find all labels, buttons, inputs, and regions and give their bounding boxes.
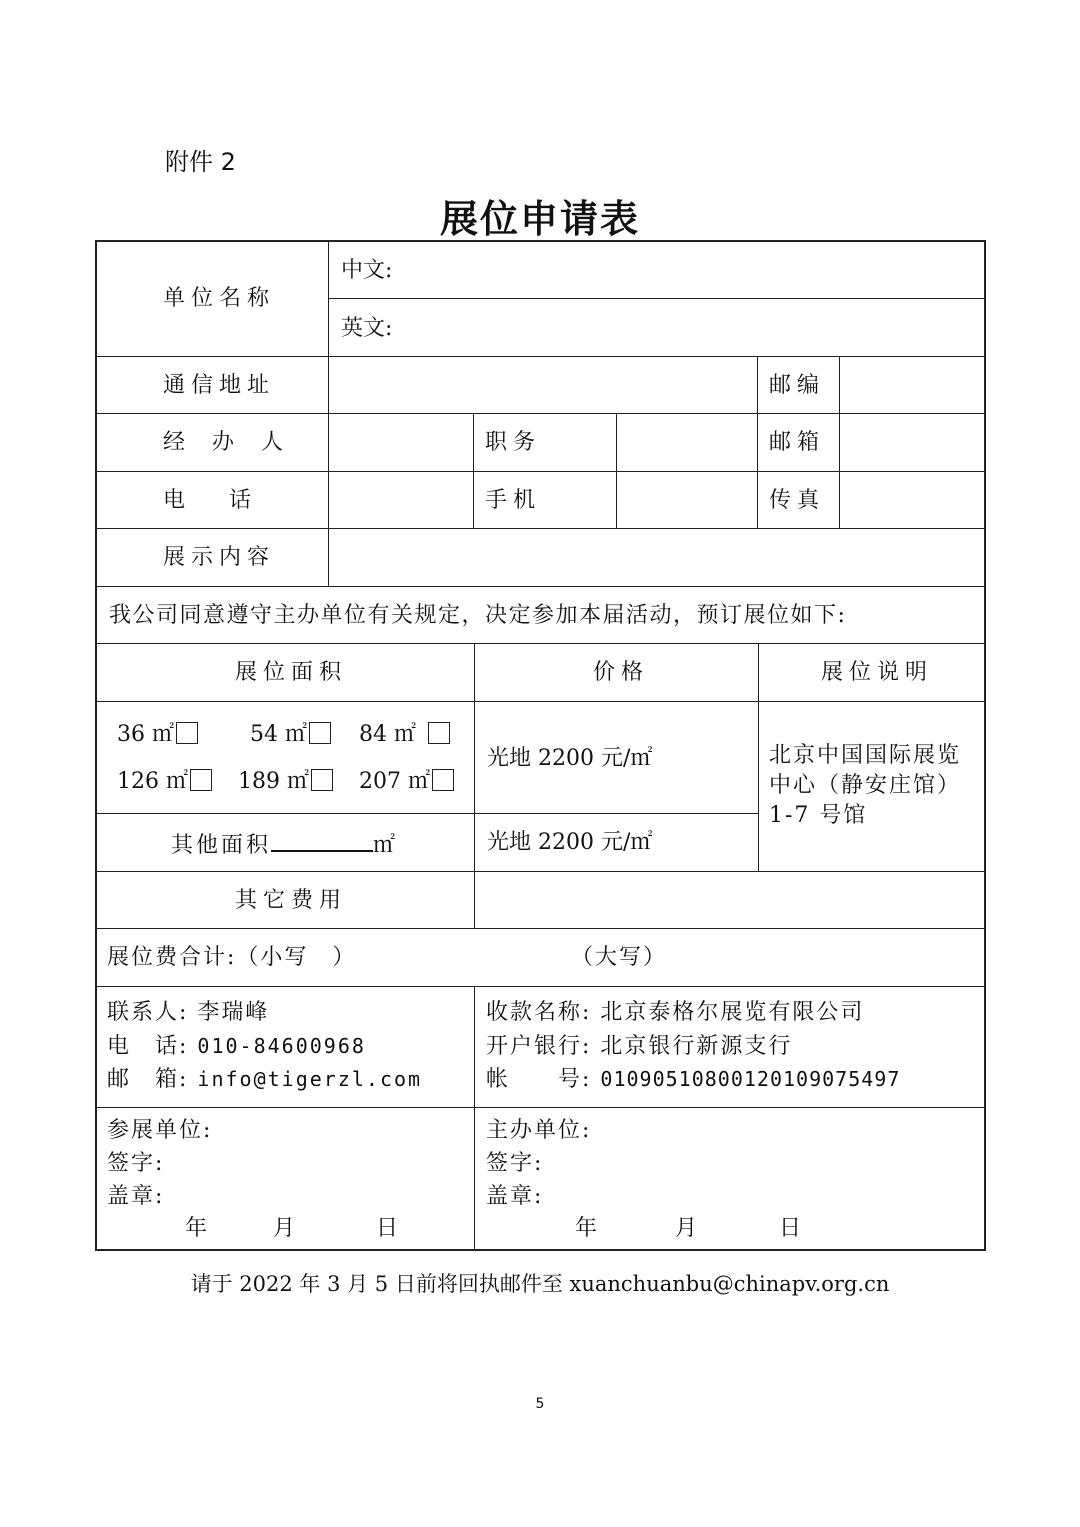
organizer-label: 主办单位: [486,1118,592,1143]
exhibit-content-label: 展示内容 [163,545,276,570]
col-divider [839,356,840,528]
english-name-label: 英文: [341,316,393,341]
price-other: 光地 2200 元/㎡ [487,830,653,855]
booth-checkbox[interactable] [311,769,333,791]
booth-desc-line1: 北京中国国际展览 [769,743,962,768]
exhibitor-month: 月 [273,1216,296,1241]
booth-option-label: 126 ㎡ [117,769,188,794]
price-header: 价格 [593,660,650,685]
payee-value: 北京泰格尔展览有限公司 [600,1000,865,1025]
row-divider [97,413,986,414]
booth-checkbox[interactable] [190,769,212,791]
footer-note: 请于 2022 年 3 月 5 日前将回执邮件至 xuanchuanbu@chinapv.org.cn [190,1272,890,1296]
booth-desc-line3: 1-7 号馆 [769,803,868,828]
mobile-label: 手机 [485,488,542,513]
page-number: 5 [535,1396,545,1412]
row-divider [97,528,986,529]
fax-label: 传真 [769,488,826,513]
contact-person-label: 联系人: [107,1000,189,1025]
other-area-unit: ㎡ [373,833,396,858]
address-label: 通信地址 [163,373,276,398]
booth-checkbox[interactable] [428,722,450,744]
row-divider [97,643,986,644]
booth-option-label: 84 ㎡ [359,722,416,747]
contact-phone [107,1036,366,1058]
booth-option-label: 189 ㎡ [238,769,309,794]
handler-label: 经 办 人 [163,430,293,455]
account-label: 帐 号: [486,1067,592,1092]
row-divider [97,1107,986,1108]
booth-option-label: 54 ㎡ [250,722,307,747]
other-area [171,832,395,857]
contact-email-value[interactable]: info@tigerzl.com [197,1067,423,1091]
bank-label: 开户银行: [486,1034,592,1059]
agreement-text: 我公司同意遵守主办单位有关规定，决定参加本届活动，预订展位如下: [109,603,847,628]
col-divider [474,986,475,1251]
contact-phone-value: 010-84600968 [197,1034,366,1058]
booth-checkbox[interactable] [176,722,198,744]
booth-option-36[interactable] [117,722,198,746]
exhibitor-sign-label: 签字: [107,1151,165,1176]
exhibitor-year: 年 [185,1216,208,1241]
contact-phone-label: 电 话: [107,1034,189,1059]
payee [486,1002,864,1024]
email-label: 邮箱 [769,430,826,455]
booth-option-label: 36 ㎡ [117,722,174,747]
page-title: 展位申请表 [439,196,640,241]
row-divider [97,813,758,814]
organizer-sign-label: 签字: [486,1151,544,1176]
row-divider [97,986,986,987]
row-divider [97,356,986,357]
attachment-label: 附件 2 [165,148,236,176]
row-divider [329,298,986,299]
postcode-label: 邮编 [769,373,826,398]
row-divider [97,586,986,587]
payee-label: 收款名称: [486,1000,592,1025]
other-area-label: 其他面积 [171,833,272,858]
position-label: 职务 [485,430,542,455]
col-divider [328,242,329,586]
col-divider [473,413,474,528]
row-divider [97,871,986,872]
account [486,1069,900,1091]
total-fee-upper-label: （大写） [571,945,668,970]
exhibitor-label: 参展单位: [107,1118,213,1143]
unit-name-label: 单位名称 [163,286,276,311]
col-divider [757,356,758,528]
booth-checkbox[interactable] [432,769,454,791]
organizer-month: 月 [675,1216,698,1241]
contact-email-label: 邮 箱: [107,1067,189,1092]
booth-desc-line2: 中心（静安庄馆） [769,773,962,798]
total-fee-label: 展位费合计:（小写 ） [107,945,357,970]
booth-checkbox[interactable] [309,722,331,744]
booth-option-126[interactable] [117,769,212,793]
col-divider [758,643,759,871]
booth-option-label: 207 ㎡ [359,769,430,794]
contact-email [107,1069,422,1091]
chinese-name-label: 中文: [341,258,393,283]
other-fees-label: 其它费用 [235,888,348,913]
row-divider [97,701,986,702]
row-divider [97,471,986,472]
booth-option-54[interactable] [250,722,331,746]
bank [486,1036,792,1058]
row-divider [97,928,986,929]
organizer-year: 年 [575,1216,598,1241]
other-area-blank[interactable] [271,832,373,852]
col-divider [474,643,475,928]
exhibitor-day: 日 [376,1216,399,1241]
col-divider [616,413,617,528]
contact-person-value: 李瑞峰 [197,1000,270,1025]
booth-option-207[interactable] [359,769,454,793]
application-form [95,240,986,1251]
booth-option-84[interactable] [359,722,450,746]
bank-value: 北京银行新源支行 [600,1034,793,1059]
contact-person [107,1002,269,1024]
phone-label: 电 话 [163,488,252,513]
booth-desc-header: 展位说明 [821,660,934,685]
organizer-day: 日 [779,1216,802,1241]
account-value: 01090510800120109075497 [600,1067,901,1091]
booth-area-header: 展位面积 [235,660,348,685]
organizer-seal-label: 盖章: [486,1184,544,1209]
price-standard: 光地 2200 元/㎡ [487,746,653,771]
booth-option-189[interactable] [238,769,333,793]
exhibitor-seal-label: 盖章: [107,1184,165,1209]
